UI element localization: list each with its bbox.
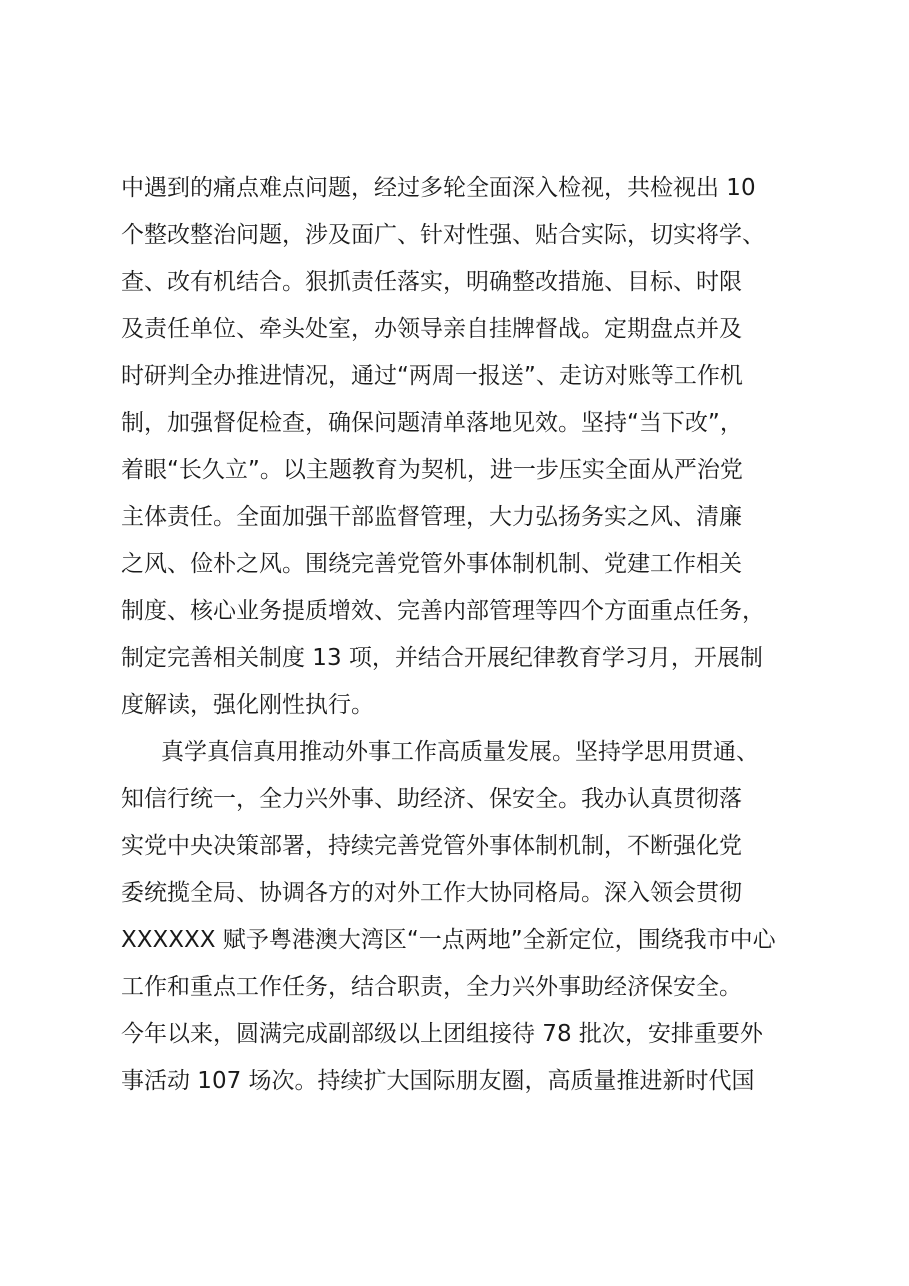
text-line: 制定完善相关制度 13 项，并结合开展纪律教育学习月，开展制 (121, 645, 763, 671)
paragraph-2 (121, 729, 821, 1105)
text-line: 制度、核心业务提质增效、完善内部管理等四个方面重点任务， (121, 598, 765, 624)
text-line: 着眼“长久立”。以主题教育为契机，进一步压实全面从严治党 (121, 457, 743, 483)
text-line: 工作和重点工作任务，结合职责，全力兴外事助经济保安全。 (121, 974, 742, 1000)
text-line: 中遇到的痛点难点问题，经过多轮全面深入检视，共检视出 10 (121, 175, 756, 201)
text-line: 知信行统一，全力兴外事、助经济、保安全。我办认真贯彻落 (121, 786, 742, 812)
text-line: 主体责任。全面加强干部监督管理，大力弘扬务实之风、清廉 (121, 504, 742, 530)
text-line: 委统揽全局、协调各方的对外工作大协同格局。深入领会贯彻 (121, 880, 742, 906)
document-body (121, 165, 821, 1105)
text-line: XXXXXX 赋予粤港澳大湾区“一点两地”全新定位，围绕我市中心 (121, 927, 776, 953)
text-line: 事活动 107 场次。持续扩大国际朋友圈，高质量推进新时代国 (121, 1068, 755, 1094)
text-line: 时研判全办推进情况，通过“两周一报送”、走访对账等工作机 (121, 363, 743, 389)
text-line: 查、改有机结合。狠抓责任落实，明确整改措施、目标、时限 (121, 269, 742, 295)
text-line: 实党中央决策部署，持续完善党管外事体制机制，不断强化党 (121, 833, 742, 859)
text-line: 及责任单位、牵头处室，办领导亲自挂牌督战。定期盘点并及 (121, 316, 742, 342)
text-line: 真学真信真用推动外事工作高质量发展。坚持学思用贯通、 (161, 739, 759, 765)
text-line: 制，加强督促检查，确保问题清单落地见效。坚持“当下改”， (121, 410, 743, 436)
text-line: 个整改整治问题，涉及面广、针对性强、贴合实际，切实将学、 (121, 222, 765, 248)
text-line: 度解读，强化刚性执行。 (121, 692, 374, 718)
text-line: 之风、俭朴之风。围绕完善党管外事体制机制、党建工作相关 (121, 551, 742, 577)
paragraph-1 (121, 165, 821, 729)
text-line: 今年以来，圆满完成副部级以上团组接待 78 批次，安排重要外 (121, 1021, 763, 1047)
